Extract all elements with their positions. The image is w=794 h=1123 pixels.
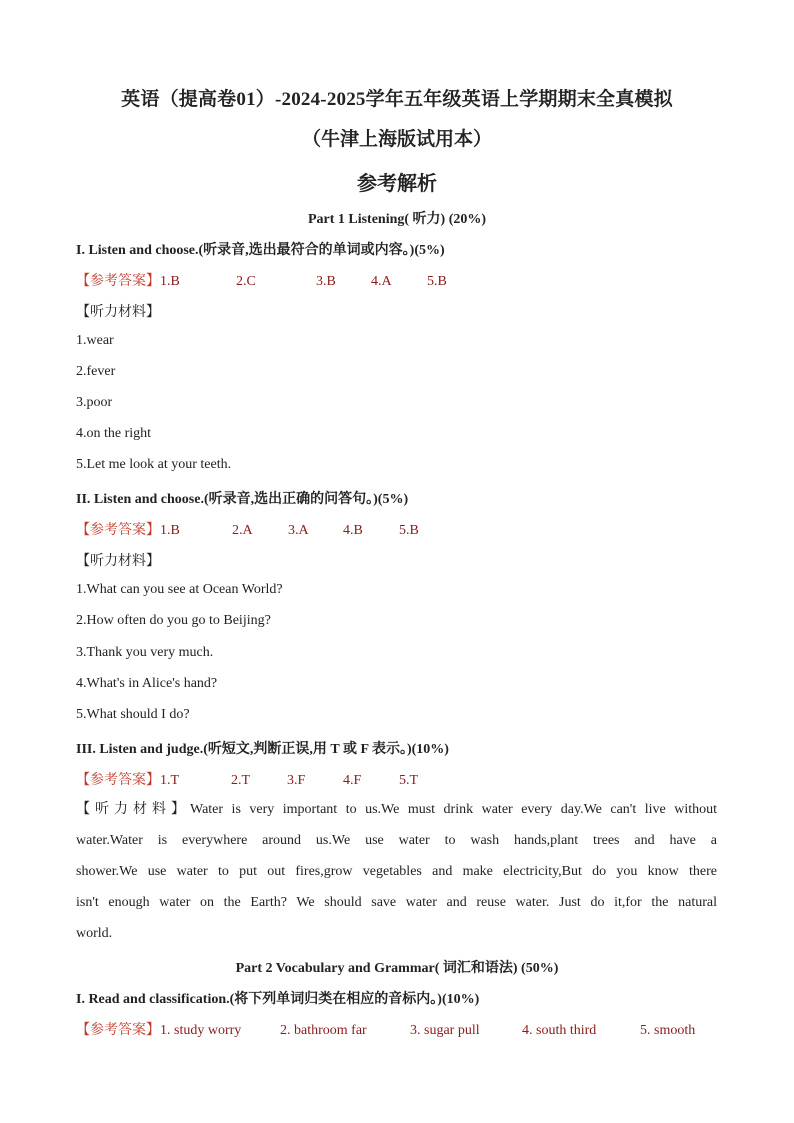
answer-item: 4. south third xyxy=(522,1023,597,1038)
list-item: 1.What can you see at Ocean World? xyxy=(76,582,283,597)
p1-s1-answer-line xyxy=(76,270,447,290)
answer-item: 5.B xyxy=(399,523,419,538)
answer-item: 3.A xyxy=(288,523,309,538)
answer-item: 2.C xyxy=(236,274,256,289)
p1-s3-heading: III. Listen and judge.(听短文,判断正误,用 T 或 F 表示。)(10%) xyxy=(76,742,449,757)
answer-item: 2.A xyxy=(232,523,253,538)
p2-s1-heading: I. Read and classification.(将下列单词归类在相应的音标内。)(10%) xyxy=(76,992,480,1007)
document-section-title: 参考解析 xyxy=(357,173,437,195)
part2-heading: Part 2 Vocabulary and Grammar( 词汇和语法) (50%) xyxy=(235,961,559,976)
p1-s3-answer-line xyxy=(76,769,418,789)
answer-item: 4.F xyxy=(343,773,362,788)
answer-item: 1. study worry xyxy=(160,1023,242,1038)
answer-item: 1.T xyxy=(160,773,180,788)
answer-item: 2.T xyxy=(231,773,251,788)
list-item: 4.What's in Alice's hand? xyxy=(76,676,218,691)
answer-tag: 【参考答案】 xyxy=(76,773,160,788)
list-item: 1.wear xyxy=(76,333,114,348)
p1-s3-material-tag: 【听力材料】 xyxy=(76,802,190,817)
p1-s1-heading: I. Listen and choose.(听录音,选出最符合的单词或内容。)(5%) xyxy=(76,243,445,258)
passage-line: water.Water is everywhere around us.We use water to wash hands,plant trees and have a xyxy=(76,833,717,848)
answer-item: 1.B xyxy=(160,523,180,538)
p1-s2-heading: II. Listen and choose.(听录音,选出正确的问答句。)(5%) xyxy=(76,492,409,507)
list-item: 3.poor xyxy=(76,395,113,410)
answer-tag: 【参考答案】 xyxy=(76,1023,160,1038)
p1-s1-material-tag: 【听力材料】 xyxy=(76,305,160,320)
passage-line xyxy=(76,794,717,825)
answer-item: 4.B xyxy=(343,523,363,538)
document-title: 英语（提高卷01）-2024-2025学年五年级英语上学期期末全真模拟 xyxy=(121,89,673,110)
list-item: 3.Thank you very much. xyxy=(76,645,214,660)
answer-item: 5.T xyxy=(399,773,419,788)
answer-item: 4.A xyxy=(371,274,392,289)
answer-item: 3. sugar pull xyxy=(410,1023,480,1038)
answer-item: 3.F xyxy=(287,773,306,788)
answer-item: 2. bathroom far xyxy=(280,1023,367,1038)
list-item: 2.fever xyxy=(76,364,116,379)
part1-heading: Part 1 Listening( 听力) (20%) xyxy=(307,212,487,227)
answer-item: 3.B xyxy=(316,274,336,289)
listening-passage xyxy=(76,794,717,949)
answer-item: 5. smooth xyxy=(640,1023,696,1038)
answer-item: 5.B xyxy=(427,274,447,289)
answer-tag: 【参考答案】 xyxy=(76,523,160,538)
list-item: 2.How often do you go to Beijing? xyxy=(76,613,271,628)
list-item: 4.on the right xyxy=(76,426,152,441)
list-item: 5.What should I do? xyxy=(76,707,190,722)
list-item: 5.Let me look at your teeth. xyxy=(76,457,232,472)
p2-s1-answer-line xyxy=(76,1019,695,1039)
document-subtitle: （牛津上海版试用本） xyxy=(301,129,492,150)
answer-tag: 【参考答案】 xyxy=(76,274,160,289)
answer-item: 1.B xyxy=(160,274,180,289)
p1-s2-answer-line xyxy=(76,519,419,539)
passage-text: Water is very important to us.We must drink water every day.We can't live without xyxy=(189,802,717,817)
passage-line: world. xyxy=(76,926,113,941)
passage-line: isn't enough water on the Earth? We should save water and reuse water. Just do it,for the natural xyxy=(76,895,717,910)
passage-line: shower.We use water to put out fires,grow vegetables and make electricity,But do you know there xyxy=(76,864,717,879)
p1-s2-material-tag: 【听力材料】 xyxy=(76,554,160,569)
